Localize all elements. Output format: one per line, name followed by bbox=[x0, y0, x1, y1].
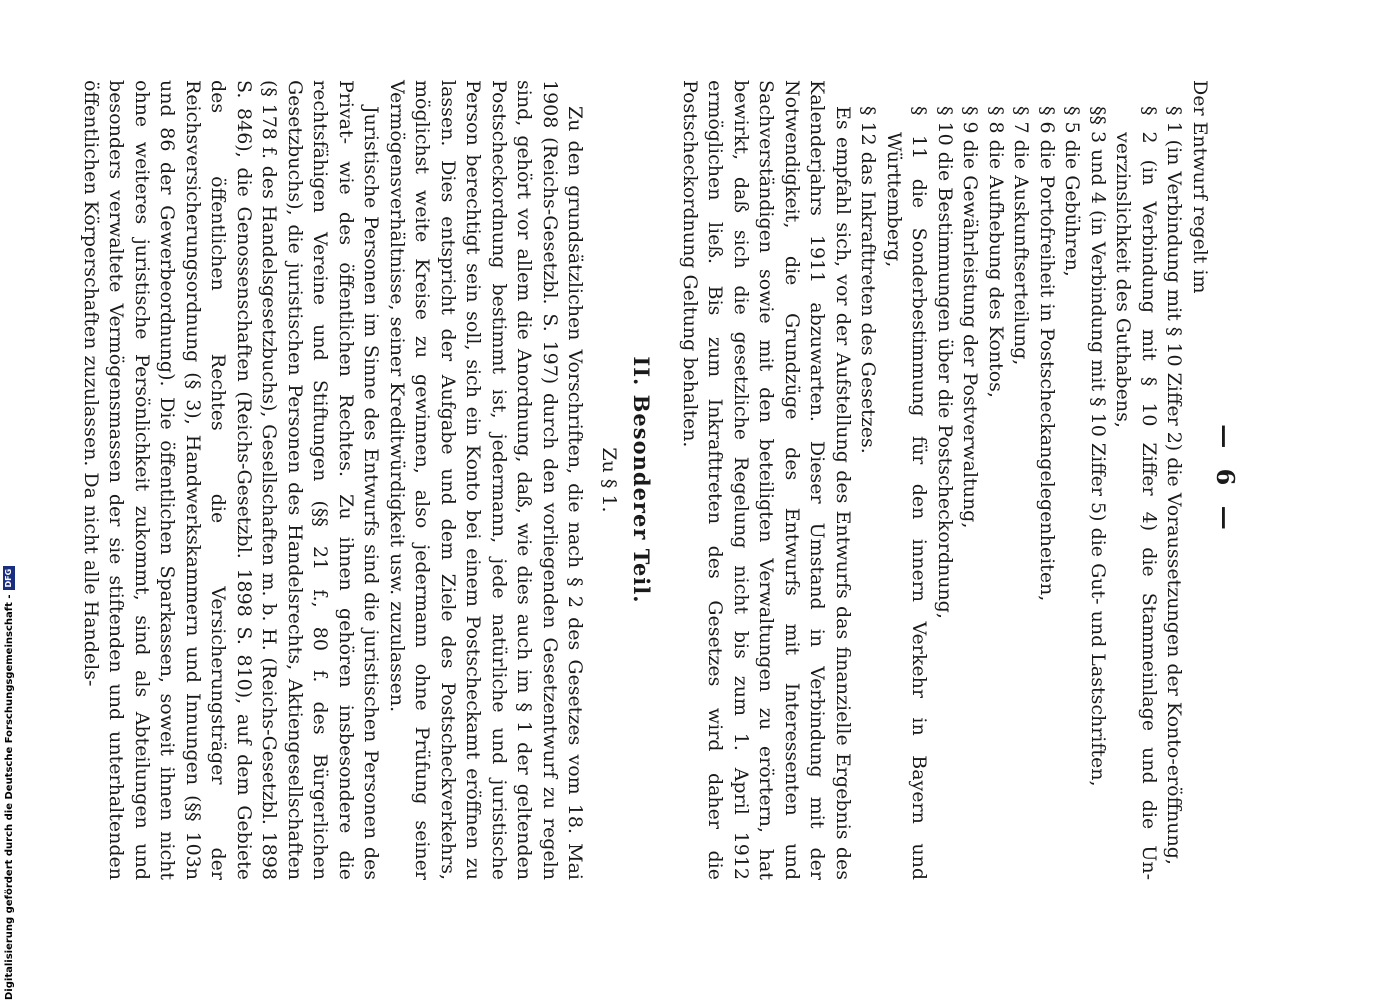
list-item: § 8 die Aufhebung des Kontos, bbox=[985, 106, 1007, 398]
list-item: § 12 das Inkrafttreten des Gesetzes. bbox=[857, 106, 880, 454]
dfg-logo: DFG bbox=[3, 566, 15, 591]
document-page bbox=[0, 60, 1240, 900]
list-item: § 2 (in Verbindung mit § 10 Ziffer 4) die Stammeinlage und die Un-verzinslichkeit des Guthabens, bbox=[1112, 106, 1160, 880]
paragraph: Zu den grundsätzlichen Vorschriften, die nach § 2 des Gesetzes vom 18. Mai 1908 (Reichs-Gesetzbl. S. 197) durch den vorliegenden Gesetzentwurf zu regeln sind, gehört vor allem die Anordnung, daß, wie dies auch im § 1 der geltenden Postscheckordnung bestimmt ist, jedermann, jede natürliche und juristische Person berechtigt sein soll, sich ein Konto bei einem Postscheckamt eröffnen zu lassen. Dies entspricht der Aufgabe und dem Ziele des Postscheckverkehrs, möglichst weite Kreise zu gewinnen, also jedermann ohne Prüfung seiner Vermögensverhältnisse, seiner Kreditwürdigkeit usw. zuzulassen. bbox=[386, 80, 587, 880]
list-item: § 7 die Auskunftserteilung, bbox=[1010, 106, 1033, 366]
paragraph: Es empfahl sich, vor der Aufstellung des Entwurfs das finanzielle Ergebnis des Kalenderjahrs 1911 abzuwarten. Dieser Umstand in Verbindung mit der Notwendigkeit, die Grundzüge des Entwurfs mit Interessenten und Sachverständigen sowie mit den beteiligten Verwaltungen zu erörtern, hat bewirkt, daß sich die gesetzliche Regelung nicht bis zum 1. April 1912 ermöglichen ließ. Bis zum Inkrafttreten des Gesetzes wird daher die Postscheckordnung Geltung behalten. bbox=[679, 80, 854, 880]
list-item: § 10 die Bestimmungen über die Postscheckordnung, bbox=[934, 106, 956, 619]
list-item: § 9 die Gewährleistung der Postverwaltung, bbox=[959, 106, 982, 529]
document-body bbox=[78, 80, 1213, 880]
list-item: § 1 (in Verbindung mit § 10 Ziffer 2) die Voraussetzungen der Konto-eröffnung, bbox=[1163, 106, 1186, 865]
list-item: § 6 die Portofreiheit in Postscheckangelegenheiten, bbox=[1036, 106, 1058, 602]
intro-line: Der Entwurf regelt im bbox=[1189, 80, 1211, 294]
digitization-credit bbox=[2, 0, 16, 1000]
credit-text: Digitalisierung gefördert durch die Deutsche Forschungsgemeinschaft - bbox=[3, 594, 15, 1000]
list-item: § 11 die Sonderbestimmung für den innern Verkehr in Bayern und Württemberg, bbox=[883, 106, 931, 880]
paragraph: Juristische Personen im Sinne des Entwurfs sind die juristischen Personen des Privat- wie des öffentlichen Rechtes. Zu ihnen gehören insbesondere die rechtsfähigen Vereine und Stiftungen (§§ 21 f., 80 f. des Bürgerlichen Gesetzbuchs), die juristischen Personen des Handelsrechts, Aktiengesellschaften (§ 178 f. des Handelsgesetzbuchs), Gesellschaften m. b. H. (Reichs-Gesetzbl. 1898 S. 846), die Genossenschaften (Reichs-Gesetzbl. 1898 S. 810), auf dem Gebiete des öffentlichen Rechtes die Versicherungsträger der Reichsversicherungsordnung (§ 3), Handwerkskammern und Innungen (§§ 103n und 86 der Gewerbeordnung). Die öffentlichen Sparkassen, soweit ihnen nicht ohne weiteres juristische Persönlichkeit zukommt, sind als Abteilungen und besonders verwaltete Vermögensmassen der sie stiftenden und unterhaltenden öffentlichen Körperschaften zuzulassen. Da nicht alle Handels- bbox=[80, 80, 383, 880]
section-heading: Zu § 1. bbox=[598, 447, 620, 513]
list-item: §§ 3 und 4 (in Verbindung mit § 10 Ziffer 5) die Gut- und Lastschriften, bbox=[1087, 106, 1109, 787]
page-number: — 6 — bbox=[1211, 424, 1240, 536]
part-heading: II. Besonderer Teil. bbox=[629, 356, 655, 604]
list-item: § 5 die Gebühren, bbox=[1061, 106, 1084, 277]
